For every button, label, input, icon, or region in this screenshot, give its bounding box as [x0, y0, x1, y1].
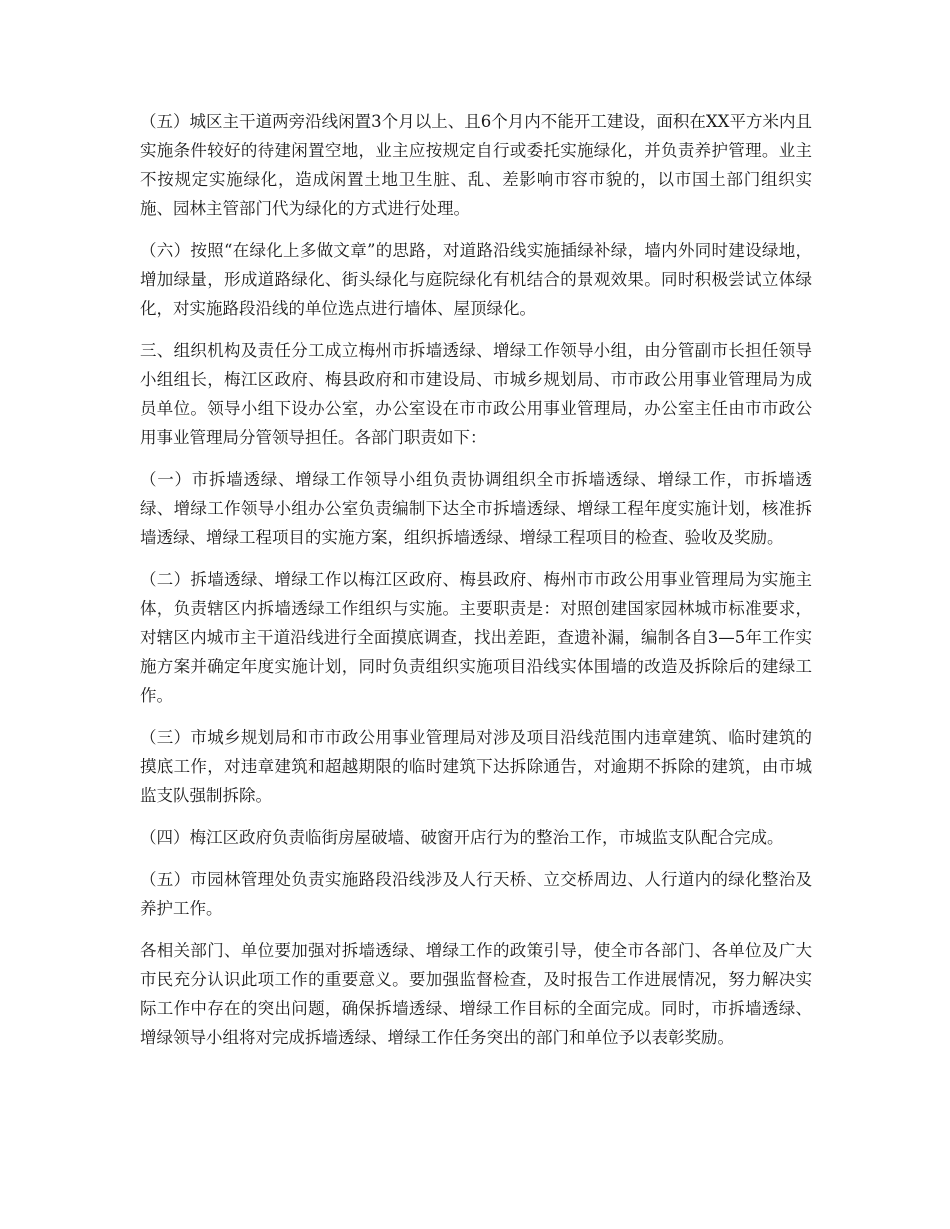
- document-body: [140, 107, 812, 1065]
- paragraph-duty-four: （四）梅江区政府负责临街房屋破墙、破窗开店行为的整治工作，市城监支队配合完成。: [140, 828, 784, 847]
- paragraph-duty-one: （一）市拆墙透绿、增绿工作领导小组负责协调组织全市拆墙透绿、增绿工作，市拆墙透绿、增绿工作领导小组办公室负责编制下达全市拆墙透绿、增绿工程年度实施计划，核准拆墙透绿、增绿工程项目的实施方案，组织拆墙透绿、增绿工程项目的检查、验收及奖励。: [140, 470, 812, 547]
- paragraph-duty-two: （二）拆墙透绿、增绿工作以梅江区政府、梅县政府、梅州市市政公用事业管理局为实施主体，负责辖区内拆墙透绿工作组织与实施。主要职责是：对照创建国家园林城市标准要求，对辖区内城市主干道沿线进行全面摸底调查，找出差距，查遗补漏，编制各自3—5年工作实施方案并确定年度实施计划，同时负责组织实施项目沿线实体围墙的改造及拆除后的建绿工作。: [140, 570, 812, 705]
- paragraph-duty-five: （五）市园林管理处负责实施路段沿线涉及人行天桥、立交桥周边、人行道内的绿化整治及养护工作。: [140, 870, 812, 918]
- paragraph-five-idle-land: （五）城区主干道两旁沿线闲置3个月以上、且6个月内不能开工建设，面积在XX平方米内且实施条件较好的待建闲置空地，业主应按规定自行或委托实施绿化，并负责养护管理。业主不按规定实施绿化，造成闲置土地卫生脏、乱、差影响市容市貌的，以市国土部门组织实施、园林主管部门代为绿化的方式进行处理。: [140, 112, 812, 218]
- paragraph-six-greening: （六）按照“在绿化上多做文章”的思路，对道路沿线实施插绿补绿，墙内外同时建设绿地，增加绿量，形成道路绿化、街头绿化与庭院绿化有机结合的景观效果。同时积极尝试立体绿化，对实施路段沿线的单位选点进行墙体、屋顶绿化。: [140, 241, 812, 318]
- paragraph-conclusion: 各相关部门、单位要加强对拆墙透绿、增绿工作的政策引导，使全市各部门、各单位及广大市民充分认识此项工作的重要意义。要加强监督检查，及时报告工作进展情况，努力解决实际工作中存在的突出问题，确保拆墙透绿、增绿工作目标的全面完成。同时，市拆墙透绿、增绿领导小组将对完成拆墙透绿、增绿工作任务突出的部门和单位予以表彰奖励。: [140, 941, 812, 1047]
- paragraph-duty-three: （三）市城乡规划局和市市政公用事业管理局对涉及项目沿线范围内违章建筑、临时建筑的摸底工作，对违章建筑和超越期限的临时建筑下达拆除通告，对逾期不拆除的建筑，由市城监支队强制拆除。: [140, 728, 812, 805]
- paragraph-organization: 三、组织机构及责任分工成立梅州市拆墙透绿、增绿工作领导小组，由分管副市长担任领导小组组长，梅江区政府、梅县政府和市建设局、市城乡规划局、市市政公用事业管理局为成员单位。领导小组下设办公室，办公室设在市市政公用事业管理局，办公室主任由市市政公用事业管理局分管领导担任。各部门职责如下：: [140, 341, 812, 447]
